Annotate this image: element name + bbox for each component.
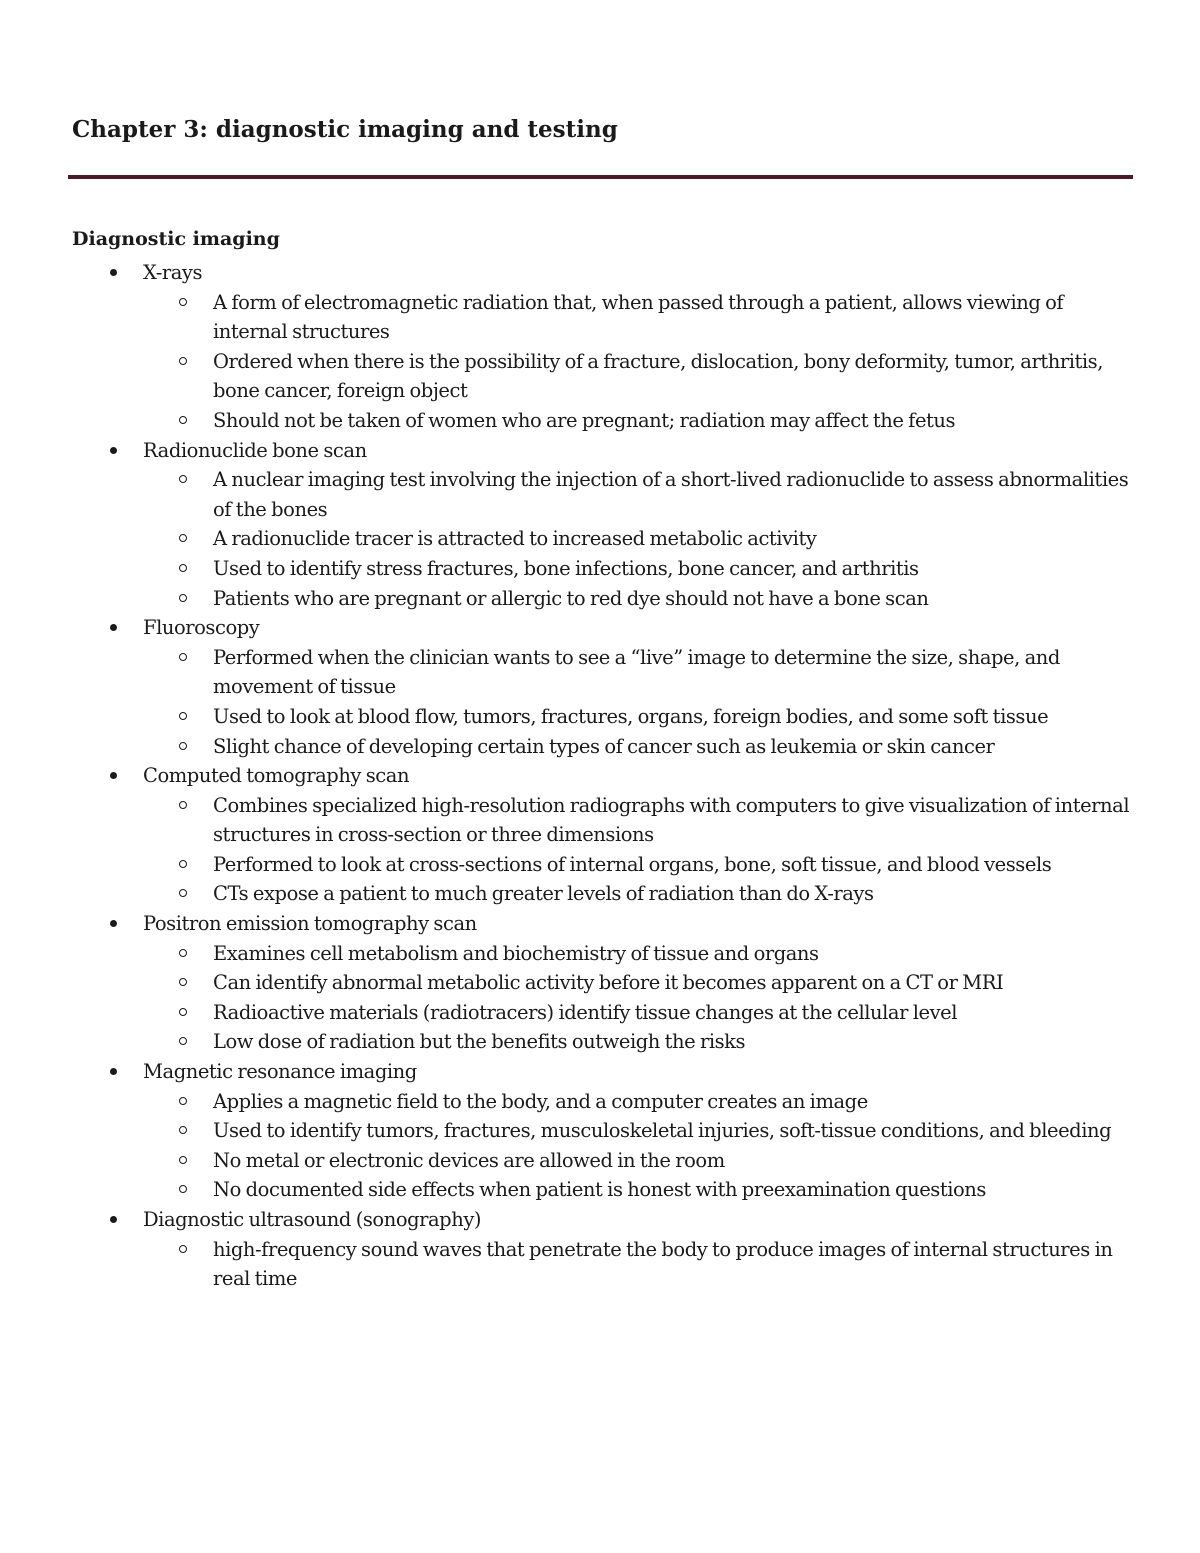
sub-point-text: Should not be taken of women who are pregnant; radiation may affect the fetus	[213, 408, 956, 432]
sub-point-item	[213, 1027, 1138, 1057]
topic-item	[0, 1205, 1200, 1294]
bullet-icon	[110, 1216, 117, 1223]
topic-label: Fluoroscopy	[143, 616, 260, 640]
sub-point-text: A form of electromagnetic radiation that, when passed through a patient, allows viewing of internal structures	[213, 290, 1064, 344]
sub-point-text: A radionuclide tracer is attracted to increased metabolic activity	[213, 527, 817, 551]
sub-point-item	[213, 584, 1138, 614]
topic-label: Magnetic resonance imaging	[143, 1060, 417, 1084]
sub-point-text: Used to identify stress fractures, bone infections, bone cancer, and arthritis	[213, 556, 919, 580]
circle-bullet-icon	[179, 978, 187, 986]
sub-point-item	[213, 879, 1138, 909]
bullet-icon	[110, 269, 117, 276]
sub-point-text: No metal or electronic devices are allowed in the room	[213, 1148, 725, 1172]
sub-point-item	[213, 643, 1138, 702]
sub-point-item	[213, 968, 1138, 998]
topic-item	[0, 613, 1200, 761]
sub-point-item	[213, 406, 1138, 436]
sub-point-text: high-frequency sound waves that penetrate the body to produce images of internal structures in real time	[213, 1237, 1113, 1291]
bullet-icon	[110, 447, 117, 454]
sub-point-item	[213, 347, 1138, 406]
sub-point-text: Used to look at blood flow, tumors, fractures, organs, foreign bodies, and some soft tissue	[213, 704, 1049, 728]
topic-item	[0, 436, 1200, 614]
circle-bullet-icon	[179, 1126, 187, 1134]
bullet-icon	[110, 772, 117, 779]
sub-point-item	[213, 524, 1138, 554]
sub-point-text: Used to identify tumors, fractures, musculoskeletal injuries, soft-tissue conditions, and bleeding	[213, 1119, 1112, 1143]
circle-bullet-icon	[179, 889, 187, 897]
sub-point-item	[213, 732, 1138, 762]
sub-point-text: No documented side effects when patient is honest with preexamination questions	[213, 1178, 986, 1202]
sub-point-text: A nuclear imaging test involving the injection of a short-lived radionuclide to assess abnormalities of the bones	[213, 468, 1129, 521]
circle-bullet-icon	[179, 742, 187, 750]
sub-point-text: CTs expose a patient to much greater levels of radiation than do X-rays	[213, 882, 874, 906]
sub-point-text: Combines specialized high-resolution radiographs with computers to give visualization of internal structures in cross-section or three dimensions	[213, 793, 1130, 847]
sub-point-text: Examines cell metabolism and biochemistry of tissue and organs	[213, 941, 819, 965]
sub-point-item	[213, 702, 1138, 732]
topic-label: Radionuclide bone scan	[143, 438, 367, 462]
circle-bullet-icon	[179, 416, 187, 424]
sub-point-text: Slight chance of developing certain types of cancer such as leukemia or skin cancer	[213, 734, 995, 758]
chapter-title: Chapter 3: diagnostic imaging and testing	[72, 116, 618, 143]
sub-point-list	[143, 1087, 1200, 1205]
circle-bullet-icon	[179, 357, 187, 365]
sub-point-text: Low dose of radiation but the benefits outweigh the risks	[213, 1030, 746, 1054]
sub-point-item	[213, 850, 1138, 880]
circle-bullet-icon	[179, 475, 187, 483]
title-divider	[68, 175, 1133, 179]
circle-bullet-icon	[179, 534, 187, 542]
circle-bullet-icon	[179, 949, 187, 957]
sub-point-text: Can identify abnormal metabolic activity before it becomes apparent on a CT or MRI	[213, 971, 1004, 995]
topic-item	[0, 258, 1200, 436]
circle-bullet-icon	[179, 1156, 187, 1164]
sub-point-list	[143, 288, 1200, 436]
sub-point-item	[213, 465, 1138, 524]
sub-point-text: Radioactive materials (radiotracers) identify tissue changes at the cellular level	[213, 1000, 958, 1024]
sub-point-list	[143, 791, 1200, 909]
topic-item	[0, 1057, 1200, 1205]
sub-point-item	[213, 554, 1138, 584]
circle-bullet-icon	[179, 1097, 187, 1105]
circle-bullet-icon	[179, 653, 187, 661]
sub-point-item	[213, 1175, 1138, 1205]
sub-point-text: Ordered when there is the possibility of a fracture, dislocation, bony deformity, tumor, arthritis, bone cancer, foreign object	[213, 349, 1103, 403]
topic-label: Diagnostic ultrasound (sonography)	[143, 1208, 482, 1231]
topic-list	[0, 258, 1200, 1294]
sub-point-item	[213, 998, 1138, 1028]
circle-bullet-icon	[179, 564, 187, 572]
circle-bullet-icon	[179, 712, 187, 720]
topic-label: X-rays	[143, 261, 203, 284]
sub-point-list	[143, 465, 1200, 613]
bullet-icon	[110, 1068, 117, 1075]
sub-point-item	[213, 1116, 1138, 1146]
circle-bullet-icon	[179, 594, 187, 602]
topic-label: Computed tomography scan	[143, 764, 410, 788]
sub-point-text: Applies a magnetic field to the body, and a computer creates an image	[213, 1089, 868, 1113]
circle-bullet-icon	[179, 1037, 187, 1045]
sub-point-text: Performed when the clinician wants to see a “live” image to determine the size, shape, and movement of tissue	[213, 645, 1060, 699]
sub-point-item	[213, 1235, 1138, 1294]
sub-point-item	[213, 939, 1138, 969]
bullet-icon	[110, 624, 117, 631]
sub-point-list	[143, 643, 1200, 761]
circle-bullet-icon	[179, 298, 187, 306]
sub-point-item	[213, 791, 1138, 850]
circle-bullet-icon	[179, 1245, 187, 1253]
topic-item	[0, 909, 1200, 1057]
section-heading: Diagnostic imaging	[72, 228, 280, 250]
circle-bullet-icon	[179, 1008, 187, 1016]
bullet-icon	[110, 920, 117, 927]
sub-point-item	[213, 288, 1138, 347]
circle-bullet-icon	[179, 801, 187, 809]
topic-label: Positron emission tomography scan	[143, 912, 477, 936]
circle-bullet-icon	[179, 1185, 187, 1193]
sub-point-list	[143, 1235, 1200, 1294]
sub-point-text: Performed to look at cross-sections of internal organs, bone, soft tissue, and blood vessels	[213, 852, 1052, 876]
topic-item	[0, 761, 1200, 909]
sub-point-text: Patients who are pregnant or allergic to red dye should not have a bone scan	[213, 586, 929, 610]
sub-point-item	[213, 1146, 1138, 1176]
sub-point-item	[213, 1087, 1138, 1117]
circle-bullet-icon	[179, 860, 187, 868]
sub-point-list	[143, 939, 1200, 1057]
